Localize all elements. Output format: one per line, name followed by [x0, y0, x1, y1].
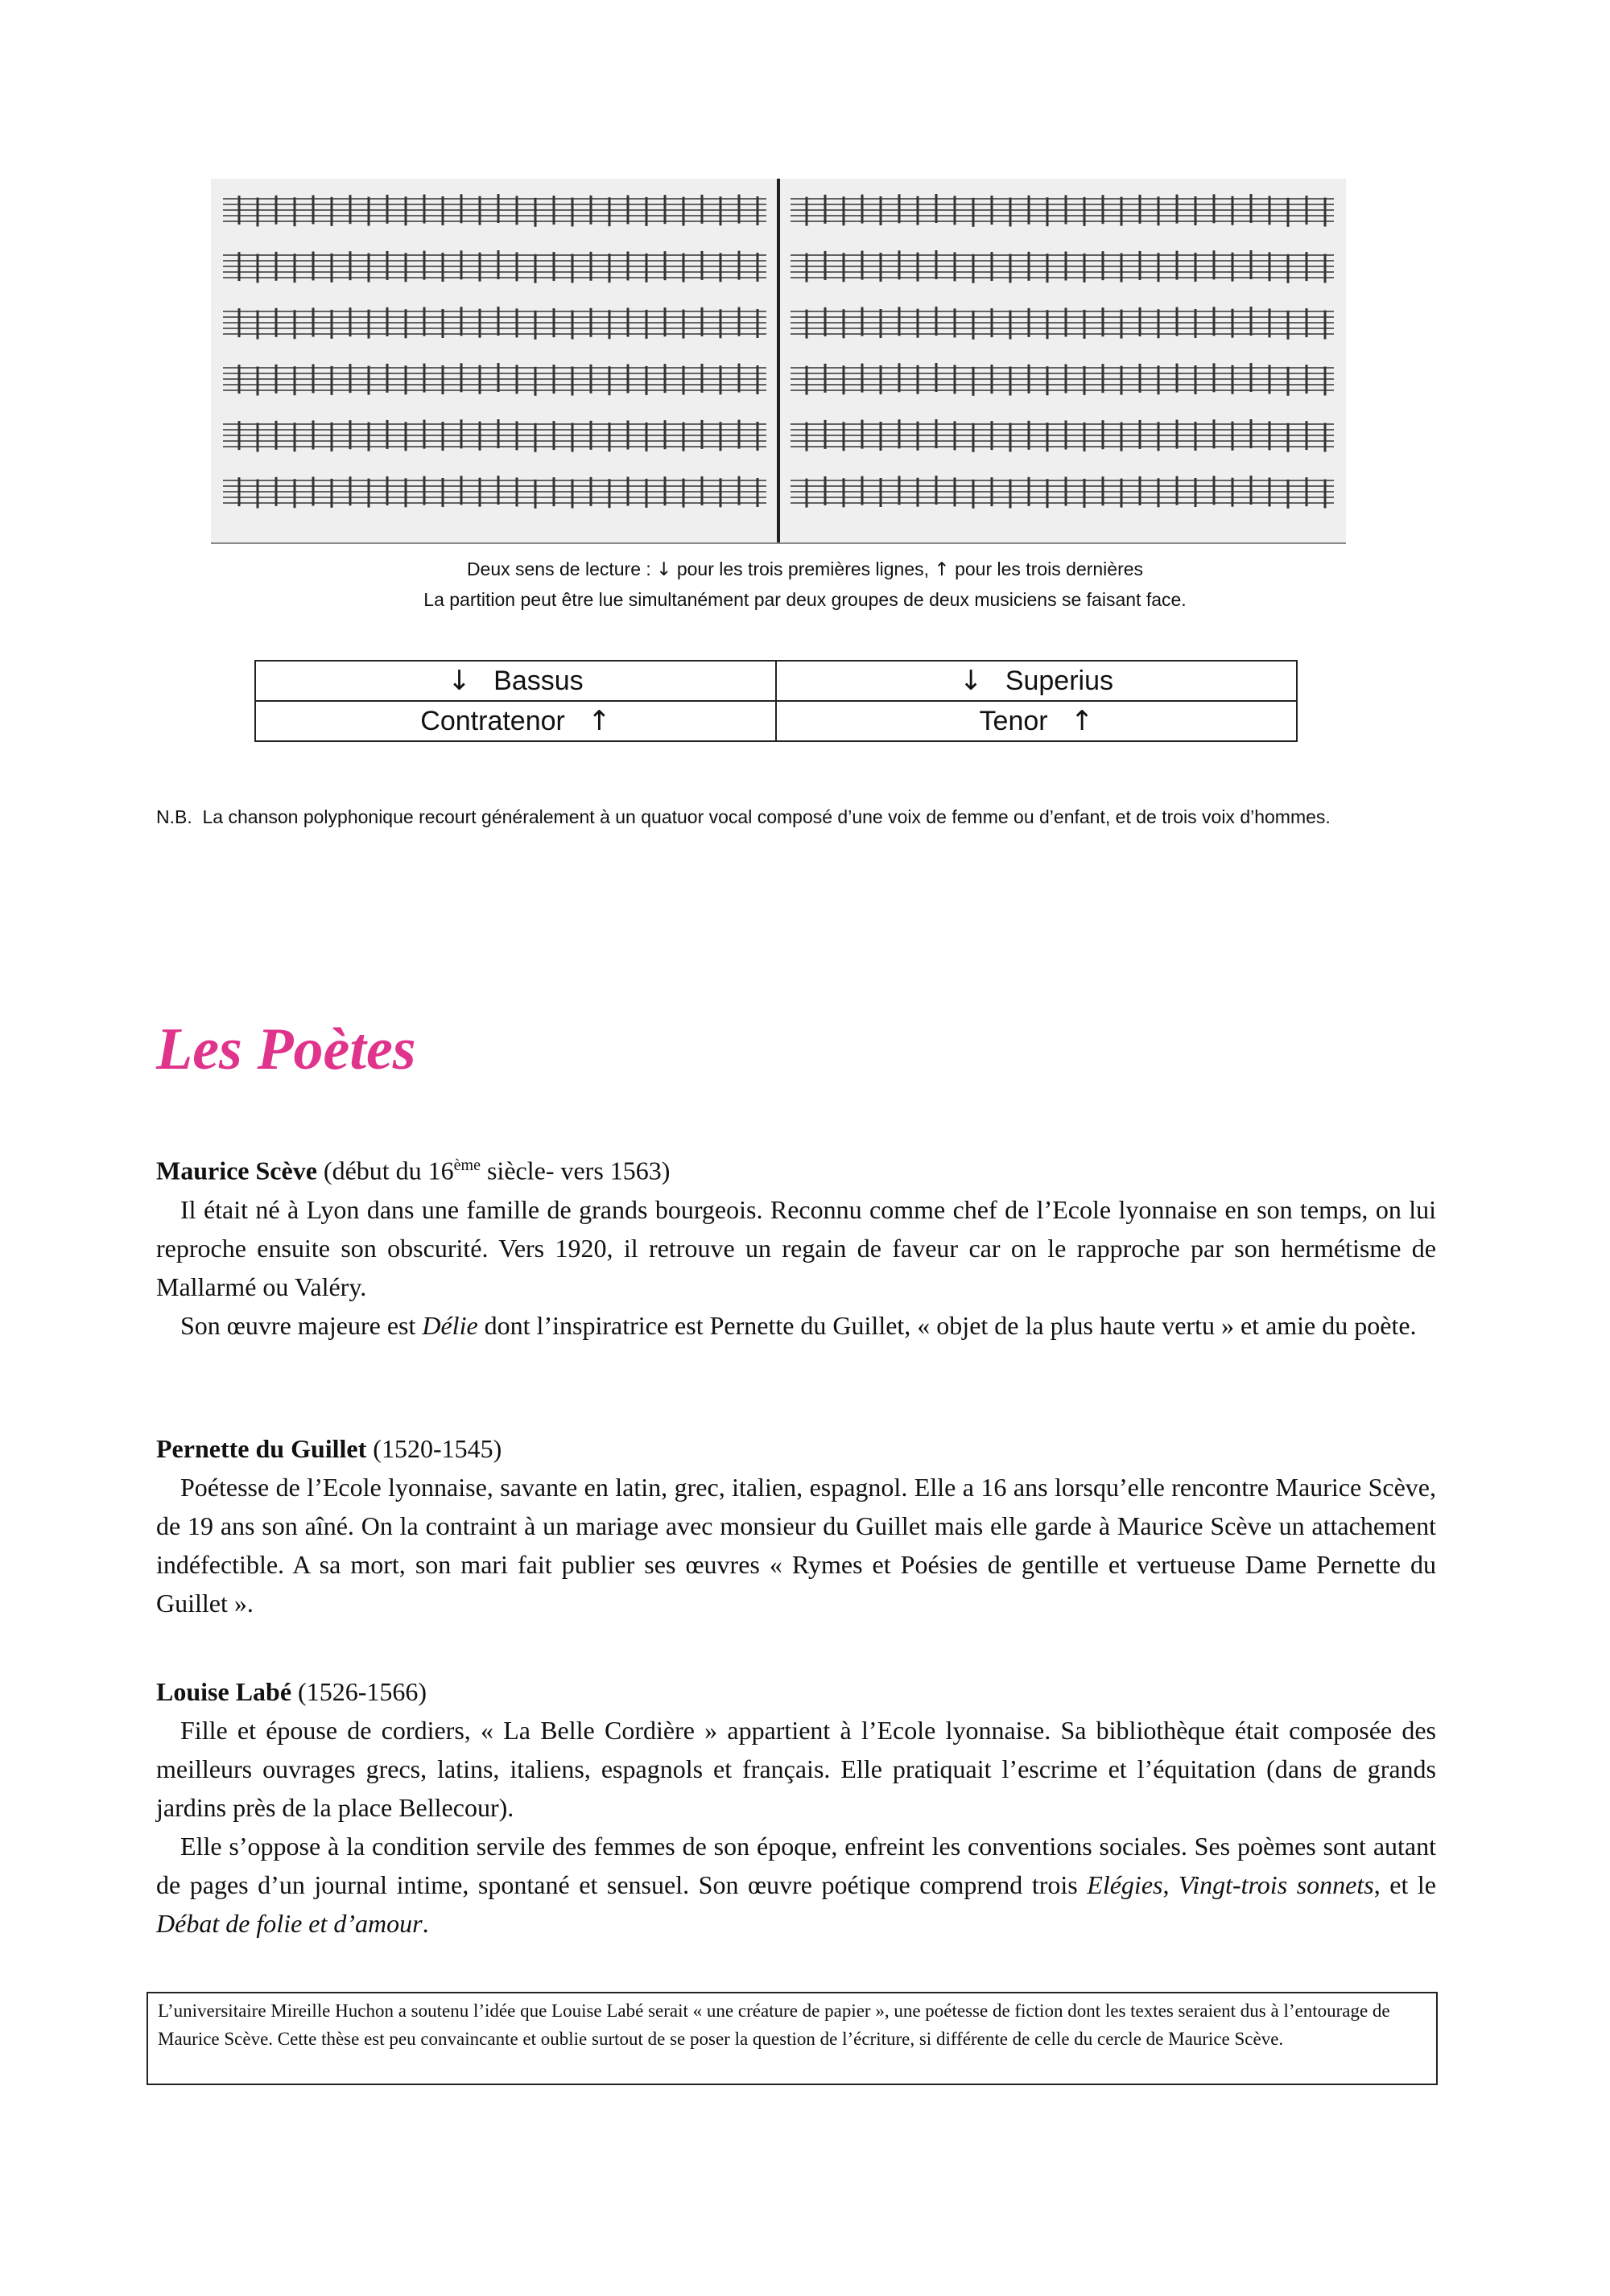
poet-paragraph: Il était né à Lyon dans une famille de grands bourgeois. Reconnu comme chef de l’Ecole lyonnaise en son temps, on lui reproche ensuite son obscurité. Vers 1920, il retrouve un regain de faveur car on le rapproche par son hermétisme de Mallarmé ou Valéry. [156, 1194, 1436, 1301]
poet-paragraph: Son œuvre majeure est Délie dont l’inspiratrice est Pernette du Guillet, « objet de la plus haute vertu » et amie du poète. [180, 1310, 1417, 1340]
note-text: L’universitaire Mireille Huchon a soutenu l’idée que Louise Labé serait « une créature de papier », une poétesse de fiction dont les textes seraient dus à l’entourage de Maurice Scève. Cette thèse est peu convaincante et oublie surtout de se poser la question de l’écriture, si différente de celle du cercle de Maurice Scève. [158, 2001, 1390, 2049]
simultaneous-reading-caption: La partition peut être lue simultanément par deux groupes de deux musiciens se faisant face. [423, 589, 1187, 610]
poet-pernette-du-guillet [156, 1429, 1436, 1622]
reading-directions-caption: Deux sens de lecture : ↓ pour les trois premières lignes, ↑ pour les trois dernières [466, 559, 1144, 580]
up-arrow-icon: ↑ [934, 559, 950, 580]
poet-louise-labe [156, 1672, 1436, 1943]
down-arrow-icon: ↓ [959, 665, 983, 697]
note-box [147, 1992, 1438, 2085]
poet-paragraph: Fille et épouse de cordiers, « La Belle Cordière » appartient à l’Ecole lyonnaise. Sa bibliothèque était composée des meilleurs ouvrages grecs, latins, italiens, espagnols et français. Elle pratiquait l’escrime et l’équitation (dans de grands jardins près de la place Bellecour). [156, 1716, 1436, 1822]
score-drawing [211, 179, 1346, 542]
poet-heading: Louise Labé (1526-1566) [156, 1677, 427, 1706]
down-arrow-icon: ↓ [448, 665, 471, 697]
voices-table [254, 660, 1298, 742]
voice-cell-bassus: ↓ Bassus [255, 661, 776, 701]
music-score-image [211, 179, 1346, 544]
poet-heading: Maurice Scève (début du 16ème siècle- vers 1563) [156, 1156, 671, 1185]
up-arrow-icon: ↑ [1070, 705, 1094, 737]
poet-heading: Pernette du Guillet (1520-1545) [156, 1434, 502, 1463]
section-title: Les Poètes [156, 1016, 416, 1082]
poet-paragraph: Elle s’oppose à la condition servile des femmes de son époque, enfreint les conventions sociales. Ses poèmes sont autant de pages d’un journal intime, spontané et sensuel. Son œuvre poétique comprend trois Elégies, Vingt-trois sonnets, et le Débat de folie et d’amour. [156, 1832, 1437, 1938]
nb-note: N.B. La chanson polyphonique recourt généralement à un quatuor vocal composé d’une voix de femme ou d’enfant, et de trois voix d’hommes. [156, 806, 1331, 827]
down-arrow-icon: ↓ [656, 559, 672, 580]
voice-cell-superius: ↓ Superius [776, 661, 1297, 701]
voice-cell-tenor: Tenor ↑ [776, 701, 1297, 741]
voice-cell-contratenor: Contratenor ↑ [255, 701, 776, 741]
up-arrow-icon: ↑ [588, 705, 611, 737]
poet-paragraph: Poétesse de l’Ecole lyonnaise, savante en latin, grec, italien, espagnol. Elle a 16 ans lorsqu’elle rencontre Maurice Scève, de 19 ans son aîné. On la contraint à un mariage avec monsieur du Guillet mais elle garde à Maurice Scève un attachement indéfectible. A sa mort, son mari fait publier ses œuvres « Rymes et Poésies de gentille et vertueuse Dame Pernette du Guillet ». [156, 1473, 1436, 1618]
poet-maurice-sceve [156, 1146, 1436, 1345]
